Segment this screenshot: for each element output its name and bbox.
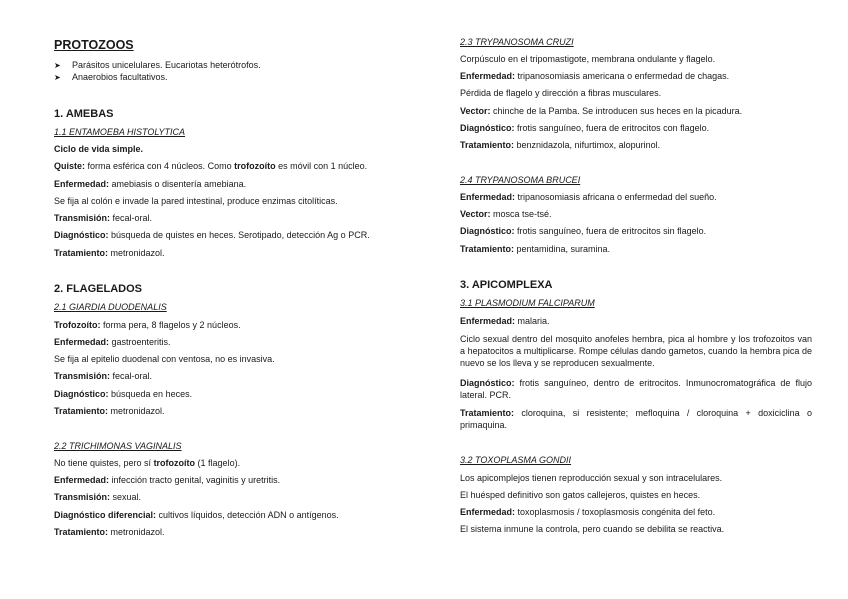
subsection-title: 2.1 GIARDIA DUODENALIS bbox=[54, 302, 167, 312]
text-line: Tratamiento: pentamidina, suramina. bbox=[460, 244, 611, 254]
text-line: Pérdida de flagelo y dirección a fibras musculares. bbox=[460, 88, 662, 98]
paragraph: Diagnóstico: frotis sanguíneo, dentro de eritrocitos. Inmunocromatográfica de flujo lateral. PCR. bbox=[460, 378, 812, 400]
subsection-title: 2.3 TRYPANOSOMA CRUZI bbox=[460, 37, 574, 47]
text-line: Enfermedad: toxoplasmosis / toxoplasmosis congénita del feto. bbox=[460, 507, 716, 517]
subsection-title: 2.4 TRYPANOSOMA BRUCEI bbox=[460, 175, 581, 185]
text-line: Tratamiento: metronidazol. bbox=[54, 248, 165, 258]
text-line: Transmisión: fecal-oral. bbox=[54, 371, 153, 381]
section-heading-amebas: 1. AMEBAS bbox=[54, 108, 114, 120]
bullet-item: ➤ Parásitos unicelulares. Eucariotas heterótrofos. bbox=[54, 60, 261, 71]
text-line: El sistema inmune la controla, pero cuando se debilita se reactiva. bbox=[460, 524, 725, 534]
text-line: Transmisión: fecal-oral. bbox=[54, 213, 153, 223]
text-line: Diagnóstico: búsqueda en heces. bbox=[54, 389, 193, 399]
section-heading-flagelados: 2. FLAGELADOS bbox=[54, 283, 143, 295]
text-line: Enfermedad: amebiasis o disentería amebiana. bbox=[54, 179, 247, 189]
text-line: Tratamiento: metronidazol. bbox=[54, 406, 165, 416]
text-line: Transmisión: sexual. bbox=[54, 492, 142, 502]
text-line: Tratamiento: metronidazol. bbox=[54, 527, 165, 537]
text-line: Vector: mosca tse-tsé. bbox=[460, 209, 552, 219]
bullet-item: ➤ Anaerobios facultativos. bbox=[54, 72, 168, 83]
text-line: Tratamiento: benznidazola, nifurtimox, alopurinol. bbox=[460, 140, 661, 150]
text-line: Diagnóstico diferencial: cultivos líquidos, detección ADN o antígenos. bbox=[54, 510, 339, 520]
subsection-title: 3.2 TOXOPLASMA GONDII bbox=[460, 455, 572, 465]
text-line: Enfermedad: tripanosomiasis africana o enfermedad del sueño. bbox=[460, 192, 717, 202]
text-line: Enfermedad: tripanosomiasis americana o enfermedad de chagas. bbox=[460, 71, 730, 81]
text-line: Diagnóstico: frotis sanguíneo, fuera de eritrocitos con flagelo. bbox=[460, 123, 710, 133]
text-line: El huésped definitivo son gatos callejeros, quistes en heces. bbox=[460, 490, 701, 500]
page-title: PROTOZOOS bbox=[54, 38, 134, 52]
text-line: Diagnóstico: frotis sanguíneo, fuera de eritrocitos sin flagelo. bbox=[460, 226, 707, 236]
text-line: Se fija al epitelio duodenal con ventosa, no es invasiva. bbox=[54, 354, 275, 364]
text-line: Enfermedad: malaria. bbox=[460, 316, 550, 326]
text-line: No tiene quistes, pero sí trofozoíto (1 flagelo). bbox=[54, 458, 241, 468]
subsection-title: 1.1 ENTAMOEBA HISTOLYTICA bbox=[54, 127, 186, 137]
paragraph: Tratamiento: cloroquina, si resistente; mefloquina / cloroquina + doxiciclina o primaquina. bbox=[460, 408, 812, 430]
text-line: Los apicomplejos tienen reproducción sexual y son intracelulares. bbox=[460, 473, 723, 483]
text-line: Enfermedad: gastroenteritis. bbox=[54, 337, 171, 347]
text-line: Quiste: forma esférica con 4 núcleos. Como trofozoíto es móvil con 1 núcleo. bbox=[54, 161, 368, 171]
text-line: Corpúsculo en el tripomastigote, membrana ondulante y flagelo. bbox=[460, 54, 716, 64]
text-line: Ciclo de vida simple. bbox=[54, 144, 144, 154]
text-line: Vector: chinche de la Pamba. Se introducen sus heces en la picadura. bbox=[460, 106, 743, 116]
text-line: Se fija al colón e invade la pared intestinal, produce enzimas citolíticas. bbox=[54, 196, 338, 206]
paragraph: Ciclo sexual dentro del mosquito anofeles hembra, pica al hombre y los trofozoitos van a hepatocitos a multiplicarse. Rompe células dando gametos, cuando la hembra pica de nuevo se los lleva y se reproducen sexualmente. bbox=[460, 334, 812, 368]
text-line: Trofozoíto: forma pera, 8 flagelos y 2 núcleos. bbox=[54, 320, 241, 330]
subsection-title: 2.2 TRICHIMONAS VAGINALIS bbox=[54, 441, 182, 451]
subsection-title: 3.1 PLASMODIUM FALCIPARUM bbox=[460, 298, 595, 308]
section-heading-apicomplexa: 3. APICOMPLEXA bbox=[460, 279, 553, 291]
text-line: Diagnóstico: búsqueda de quistes en heces. Serotipado, detección Ag o PCR. bbox=[54, 230, 370, 240]
text-line: Enfermedad: infección tracto genital, vaginitis y uretritis. bbox=[54, 475, 281, 485]
